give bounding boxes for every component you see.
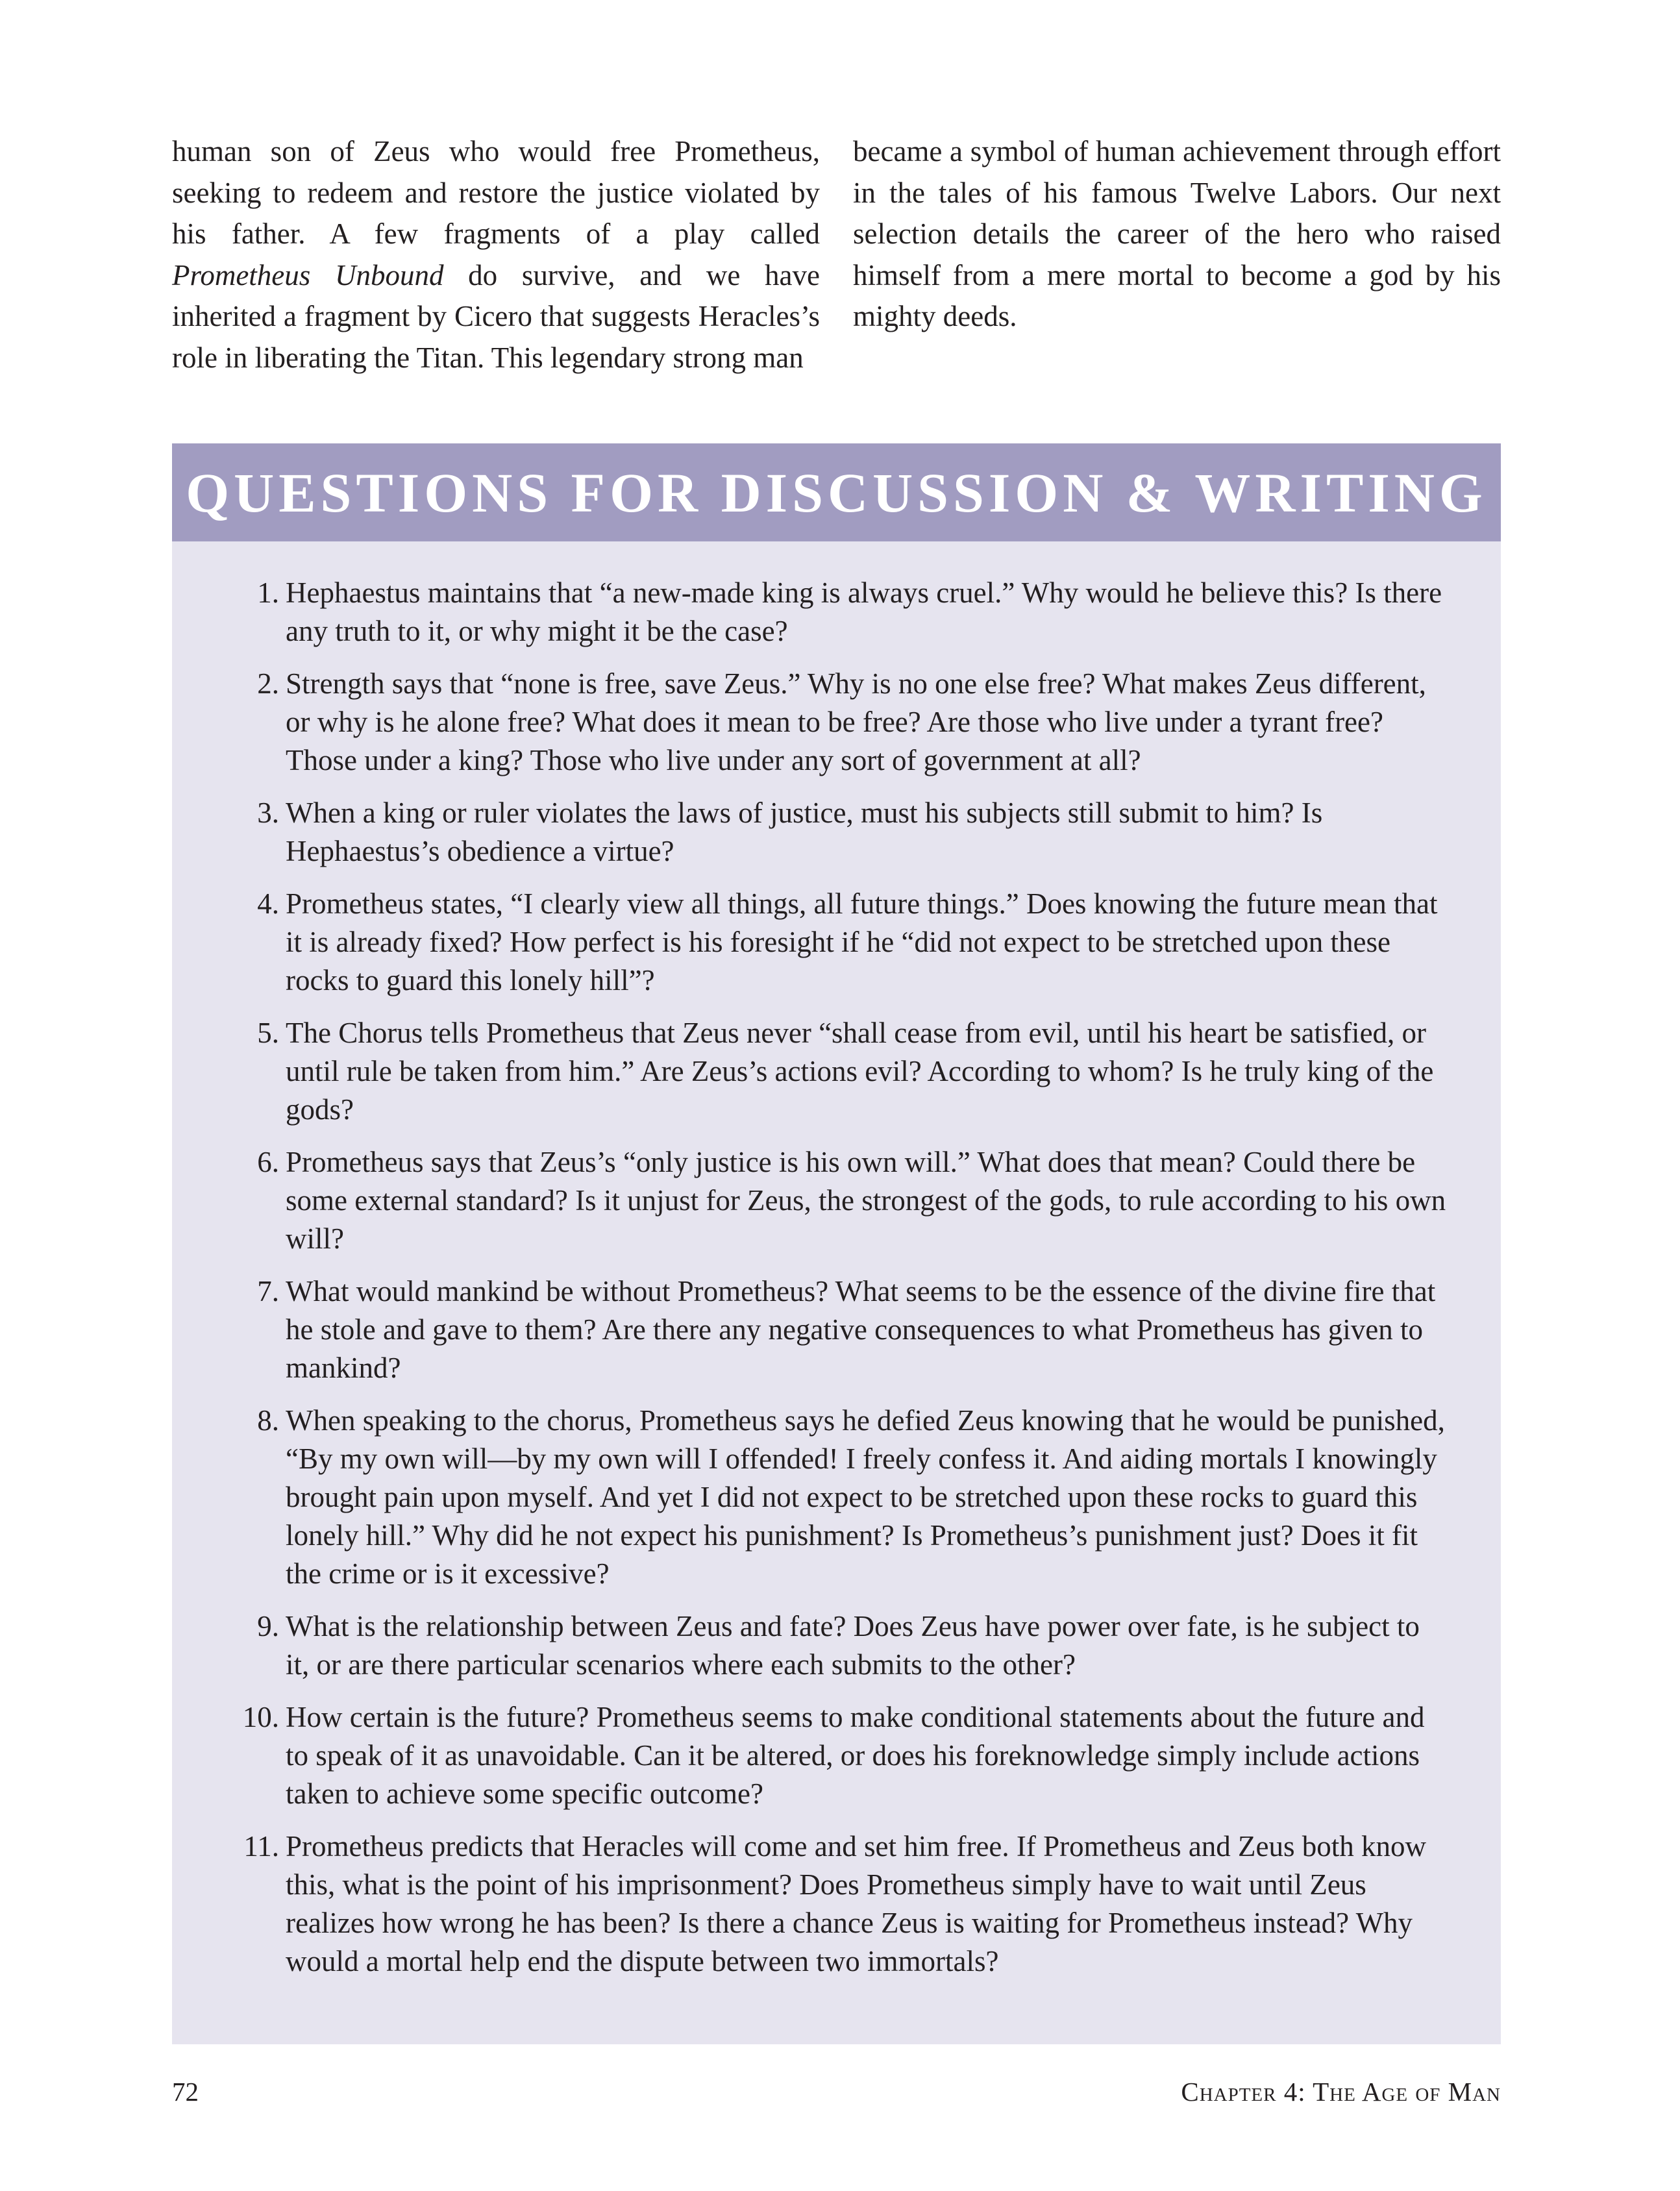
question-item — [172, 1827, 1501, 1981]
question-number: 2. — [257, 667, 279, 700]
intro-paragraph-right: became a symbol of human achievement through effort in the tales of his famous Twelve Labors. Our next selection details the career of the hero who raised himself from a mere mortal to become a god by his mighty deeds. — [853, 135, 1501, 332]
intro-text-left-part2: do survive, and we have inherited a fragment by Cicero that suggests Heracles’s role in liberating the Titan. This legendary strong man — [172, 258, 820, 374]
intro-paragraph-left — [172, 131, 820, 378]
question-item — [172, 885, 1501, 1000]
question-item — [172, 665, 1501, 780]
questions-list — [172, 574, 1501, 1995]
question-item — [172, 794, 1501, 871]
question-text: When a king or ruler violates the laws of justice, must his subjects still submit to him? Is Hephaestus’s obedience a virtue? — [286, 797, 1323, 867]
question-number: 1. — [257, 576, 279, 609]
question-text: Strength says that “none is free, save Zeus.” Why is no one else free? What makes Zeus different, or why is he alone free? What does it mean to be free? Are those who live under a tyrant free? Those under a king? Those who live under any sort of government at all? — [286, 667, 1426, 776]
question-number: 7. — [257, 1275, 279, 1307]
questions-title: QUESTIONS FOR DISCUSSION & WRITING — [186, 461, 1487, 524]
question-number: 4. — [257, 887, 279, 920]
questions-header — [172, 443, 1501, 541]
question-number: 5. — [257, 1017, 279, 1049]
question-item — [172, 1698, 1501, 1813]
intro-text-left-part1: human son of Zeus who would free Prometheus, seeking to redeem and restore the justice violated by his father. A few fragments of a play called — [172, 135, 820, 250]
question-number: 8. — [257, 1404, 279, 1437]
chapter-running-head: Chapter 4: The Age of Man — [1181, 2077, 1501, 2107]
question-number: 11. — [243, 1830, 279, 1863]
question-text: Prometheus predicts that Heracles will come and set him free. If Prometheus and Zeus both know this, what is the point of his imprisonment? Does Prometheus simply have to wait until Zeus realizes how wrong he has been? Is there a chance Zeus is waiting for Prometheus instead? Why would a mortal help end the dispute between two immortals? — [286, 1830, 1427, 1977]
question-text: The Chorus tells Prometheus that Zeus never “shall cease from evil, until his heart be satisfied, or until rule be taken from him.” Are Zeus’s actions evil? According to whom? Is he truly king of the gods? — [286, 1017, 1434, 1126]
intro-column-right — [853, 131, 1501, 378]
question-item — [172, 574, 1501, 650]
intro-column-left — [172, 131, 820, 378]
questions-box — [172, 443, 1501, 2044]
question-text: Prometheus states, “I clearly view all things, all future things.” Does knowing the future mean that it is already fixed? How perfect is his foresight if he “did not expect to be stretched upon these rocks to guard this lonely hill”? — [286, 887, 1438, 996]
question-number: 6. — [257, 1146, 279, 1178]
question-text: How certain is the future? Prometheus seems to make conditional statements about the future and to speak of it as unavoidable. Can it be altered, or does his foreknowledge simply include actions taken to achieve some specific outcome? — [286, 1701, 1425, 1810]
play-title: Prometheus Unbound — [172, 258, 444, 291]
question-item — [172, 1402, 1501, 1593]
question-number: 3. — [257, 797, 279, 829]
question-text: What would mankind be without Prometheus? What seems to be the essence of the divine fire that he stole and gave to them? Are there any negative consequences to what Prometheus has given to mankind? — [286, 1275, 1436, 1384]
question-item — [172, 1143, 1501, 1258]
intro-text — [172, 131, 1501, 378]
question-item — [172, 1014, 1501, 1129]
question-text: What is the relationship between Zeus and fate? Does Zeus have power over fate, is he subject to it, or are there particular scenarios where each submits to the other? — [286, 1610, 1420, 1681]
question-text: When speaking to the chorus, Prometheus says he defied Zeus knowing that he would be punished, “By my own will—by my own will I offended! I freely confess it. And aiding mortals I knowingly brought pain upon myself. And yet I did not expect to be stretched upon these rocks to guard this lonely hill.” Why did he not expect his punishment? Is Prometheus’s punishment just? Does it fit the crime or is it excessive? — [286, 1404, 1445, 1590]
question-text: Hephaestus maintains that “a new-made king is always cruel.” Why would he believe this? Is there any truth to it, or why might it be the case? — [286, 576, 1442, 647]
question-number: 10. — [242, 1701, 279, 1733]
question-item — [172, 1607, 1501, 1684]
question-item — [172, 1272, 1501, 1387]
question-text: Prometheus says that Zeus’s “only justice is his own will.” What does that mean? Could there be some external standard? Is it unjust for Zeus, the strongest of the gods, to rule according to his own will? — [286, 1146, 1446, 1255]
page-number: 72 — [172, 2077, 199, 2107]
question-number: 9. — [257, 1610, 279, 1642]
